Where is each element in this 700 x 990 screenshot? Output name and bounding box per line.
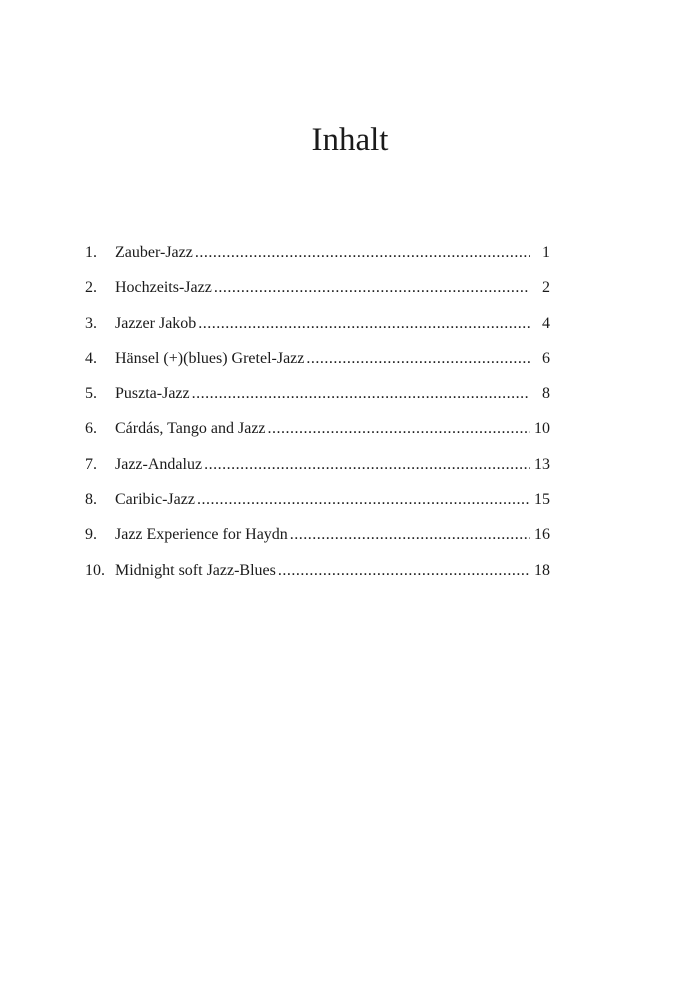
- toc-entry-page: 8: [542, 385, 550, 403]
- toc-entry-title: Hänsel (+)(blues) Gretel-Jazz: [115, 349, 305, 367]
- toc-entry-page: 13: [534, 455, 550, 473]
- toc-entry-number: 8.: [85, 491, 97, 509]
- toc-entry-number: 9.: [85, 526, 97, 544]
- toc-entry-title: Jazz Experience for Haydn: [115, 526, 288, 544]
- toc-entry-8[interactable]: [85, 487, 550, 522]
- toc-entry-title: Caribic-Jazz: [115, 491, 195, 509]
- toc-entry-number: 2.: [85, 279, 97, 297]
- toc-entry-page: 16: [534, 526, 550, 544]
- toc-entry-4[interactable]: [85, 346, 550, 381]
- toc-entry-number: 10.: [85, 561, 105, 579]
- toc-entry-title: Jazzer Jakob: [115, 314, 197, 332]
- toc-entry-5[interactable]: [85, 381, 550, 416]
- toc-entry-page: 4: [542, 314, 550, 332]
- toc-entry-number: 4.: [85, 349, 97, 367]
- toc-dot-leader: [278, 558, 530, 584]
- toc-entry-page: 15: [534, 491, 550, 509]
- toc-entry-title: Jazz-Andaluz: [115, 455, 203, 473]
- toc-entry-number: 5.: [85, 385, 97, 403]
- toc-entry-3[interactable]: [85, 311, 550, 346]
- toc-dot-leader: [214, 275, 530, 301]
- toc-dot-leader: [306, 346, 530, 372]
- toc-dot-leader: [198, 311, 530, 337]
- toc-dot-leader: [204, 452, 530, 478]
- toc-dot-leader: [197, 487, 530, 513]
- table-of-contents: [85, 240, 550, 593]
- toc-entry-title: Zauber-Jazz: [115, 244, 193, 261]
- toc-dot-leader: [195, 240, 530, 266]
- toc-entry-10[interactable]: [85, 558, 550, 593]
- toc-dot-leader: [192, 381, 530, 407]
- toc-entry-6[interactable]: [85, 416, 550, 451]
- toc-entry-number: 1.: [85, 244, 97, 261]
- toc-entry-number: 3.: [85, 314, 97, 332]
- toc-entry-title: Hochzeits-Jazz: [115, 279, 212, 297]
- toc-entry-title: Cárdás, Tango and Jazz: [115, 420, 266, 438]
- page-title: Inhalt: [311, 122, 389, 158]
- toc-dot-leader: [268, 416, 530, 442]
- toc-entry-title: Puszta-Jazz: [115, 385, 190, 403]
- toc-entry-page: 6: [542, 349, 550, 367]
- toc-entry-2[interactable]: [85, 275, 550, 310]
- toc-entry-number: 7.: [85, 455, 97, 473]
- toc-entry-7[interactable]: [85, 452, 550, 487]
- toc-entry-page: 10: [534, 420, 550, 438]
- toc-entry-page: 2: [542, 279, 550, 297]
- toc-entry-page: 1: [542, 244, 550, 261]
- toc-entry-title: Midnight soft Jazz-Blues: [115, 561, 276, 579]
- toc-entry-page: 18: [534, 561, 550, 579]
- toc-entry-1[interactable]: [85, 240, 550, 275]
- toc-entry-9[interactable]: [85, 522, 550, 557]
- toc-entry-number: 6.: [85, 420, 97, 438]
- toc-dot-leader: [290, 522, 530, 548]
